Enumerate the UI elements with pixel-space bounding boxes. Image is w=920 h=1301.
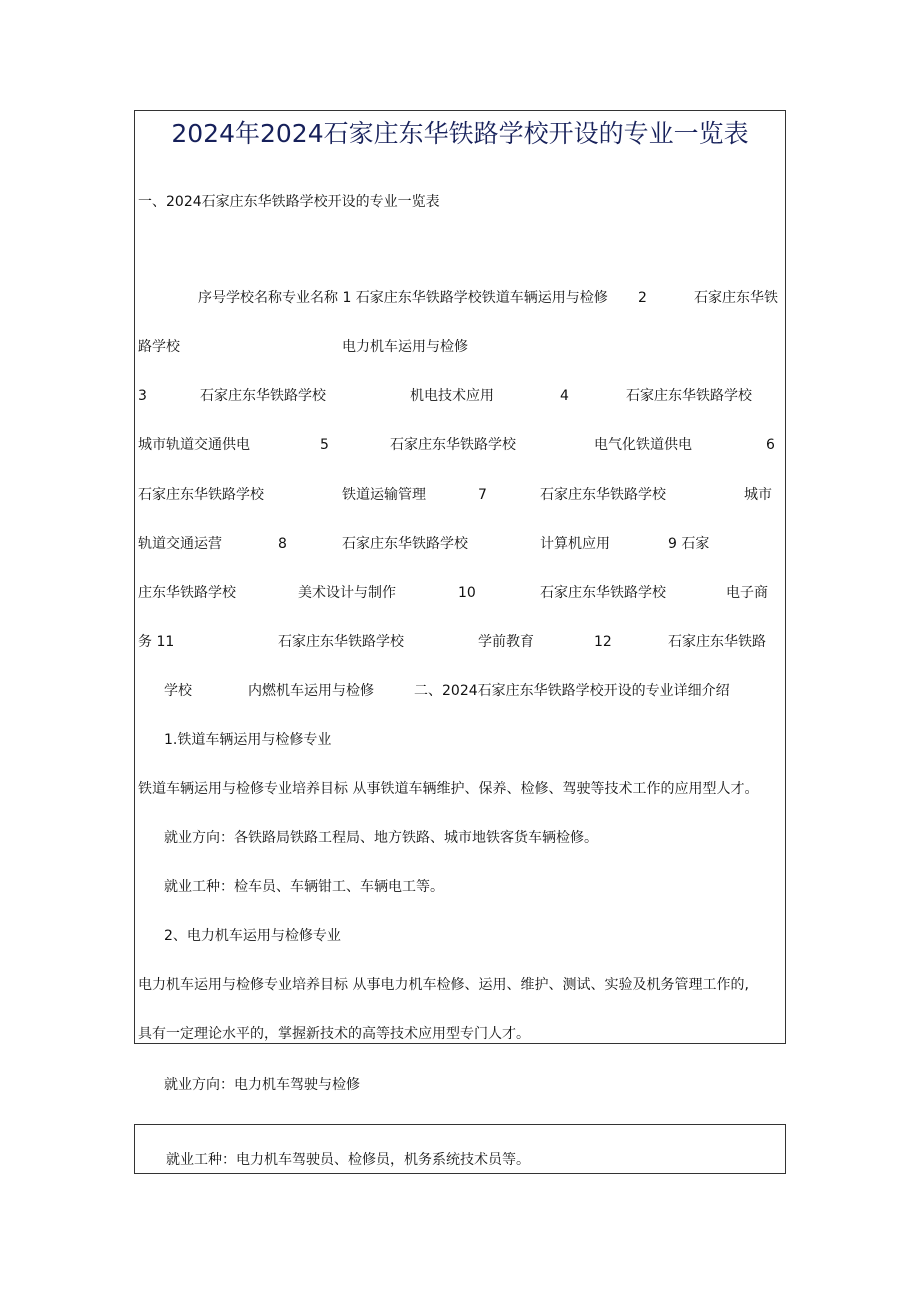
table-cell: 学校: [164, 683, 192, 699]
table-cell: 石家庄东华铁路: [668, 634, 766, 650]
table-cell: 9 石家: [668, 536, 710, 552]
table-cell: 5: [320, 437, 329, 453]
table-cell: 石家庄东华铁路学校: [390, 437, 516, 453]
table-cell: 10: [458, 585, 476, 601]
table-cell: 路学校: [138, 339, 180, 355]
table-cell: 电力机车运用与检修: [342, 339, 468, 355]
major-2-jobs: 就业工种：电力机车驾驶员、检修员，机务系统技术员等。: [166, 1152, 530, 1168]
table-cell: 6: [766, 437, 775, 453]
table-cell: 铁道运输管理: [342, 487, 426, 503]
major-2-goal-line-2: 具有一定理论水平的，掌握新技术的高等技术应用型专门人才。: [138, 1026, 530, 1042]
table-cell: 石家庄东华铁路学校: [278, 634, 404, 650]
table-cell: 美术设计与制作: [298, 585, 396, 601]
document-title: 2024年2024石家庄东华铁路学校开设的专业一览表: [171, 119, 749, 148]
table-cell: 轨道交通运营: [138, 536, 222, 552]
table-cell: 石家庄东华铁路学校: [540, 585, 666, 601]
table-cell: 2: [638, 290, 647, 306]
table-cell: 石家庄东华铁路学校: [138, 487, 264, 503]
section-2-heading: 二、2024石家庄东华铁路学校开设的专业详细介绍: [414, 683, 730, 699]
table-cell: 石家庄东华铁: [694, 290, 778, 306]
major-1-direction: 就业方向：各铁路局铁路工程局、地方铁路、城市地铁客货车辆检修。: [164, 830, 598, 846]
major-2-heading: 2、电力机车运用与检修专业: [164, 928, 341, 944]
table-cell: 务 11: [138, 634, 175, 650]
table-cell: 4: [560, 388, 569, 404]
table-cell: 城市: [744, 487, 772, 503]
major-1-jobs: 就业工种：检车员、车辆钳工、车辆电工等。: [164, 879, 444, 895]
table-cell: 12: [594, 634, 612, 650]
table-cell: 7: [478, 487, 487, 503]
table-cell: 3: [138, 388, 147, 404]
section-1-heading: 一、2024石家庄东华铁路学校开设的专业一览表: [138, 194, 440, 210]
table-cell: 学前教育: [478, 634, 534, 650]
table-cell: 8: [278, 536, 287, 552]
table-cell: 计算机应用: [540, 536, 610, 552]
major-1-heading: 1.铁道车辆运用与检修专业: [164, 732, 332, 748]
table-cell: 城市轨道交通供电: [138, 437, 250, 453]
table-cell: 序号学校名称专业名称 1 石家庄东华铁路学校铁道车辆运用与检修: [198, 290, 608, 306]
table-cell: 内燃机车运用与检修: [248, 683, 374, 699]
table-cell: 石家庄东华铁路学校: [342, 536, 468, 552]
major-2-goal-line-1: 电力机车运用与检修专业培养目标 从事电力机车检修、运用、维护、测试、实验及机务管理工作的,: [138, 977, 749, 993]
table-cell: 机电技术应用: [410, 388, 494, 404]
major-1-goal: 铁道车辆运用与检修专业培养目标 从事铁道车辆维护、保养、检修、驾驶等技术工作的应用型人才。: [138, 781, 759, 797]
table-cell: 石家庄东华铁路学校: [540, 487, 666, 503]
table-cell: 石家庄东华铁路学校: [626, 388, 752, 404]
content-frame-border: [134, 110, 786, 1044]
major-2-direction: 就业方向：电力机车驾驶与检修: [164, 1077, 360, 1093]
table-cell: 石家庄东华铁路学校: [200, 388, 326, 404]
table-cell: 电子商: [726, 585, 768, 601]
table-cell: 电气化铁道供电: [594, 437, 692, 453]
table-cell: 庄东华铁路学校: [138, 585, 236, 601]
